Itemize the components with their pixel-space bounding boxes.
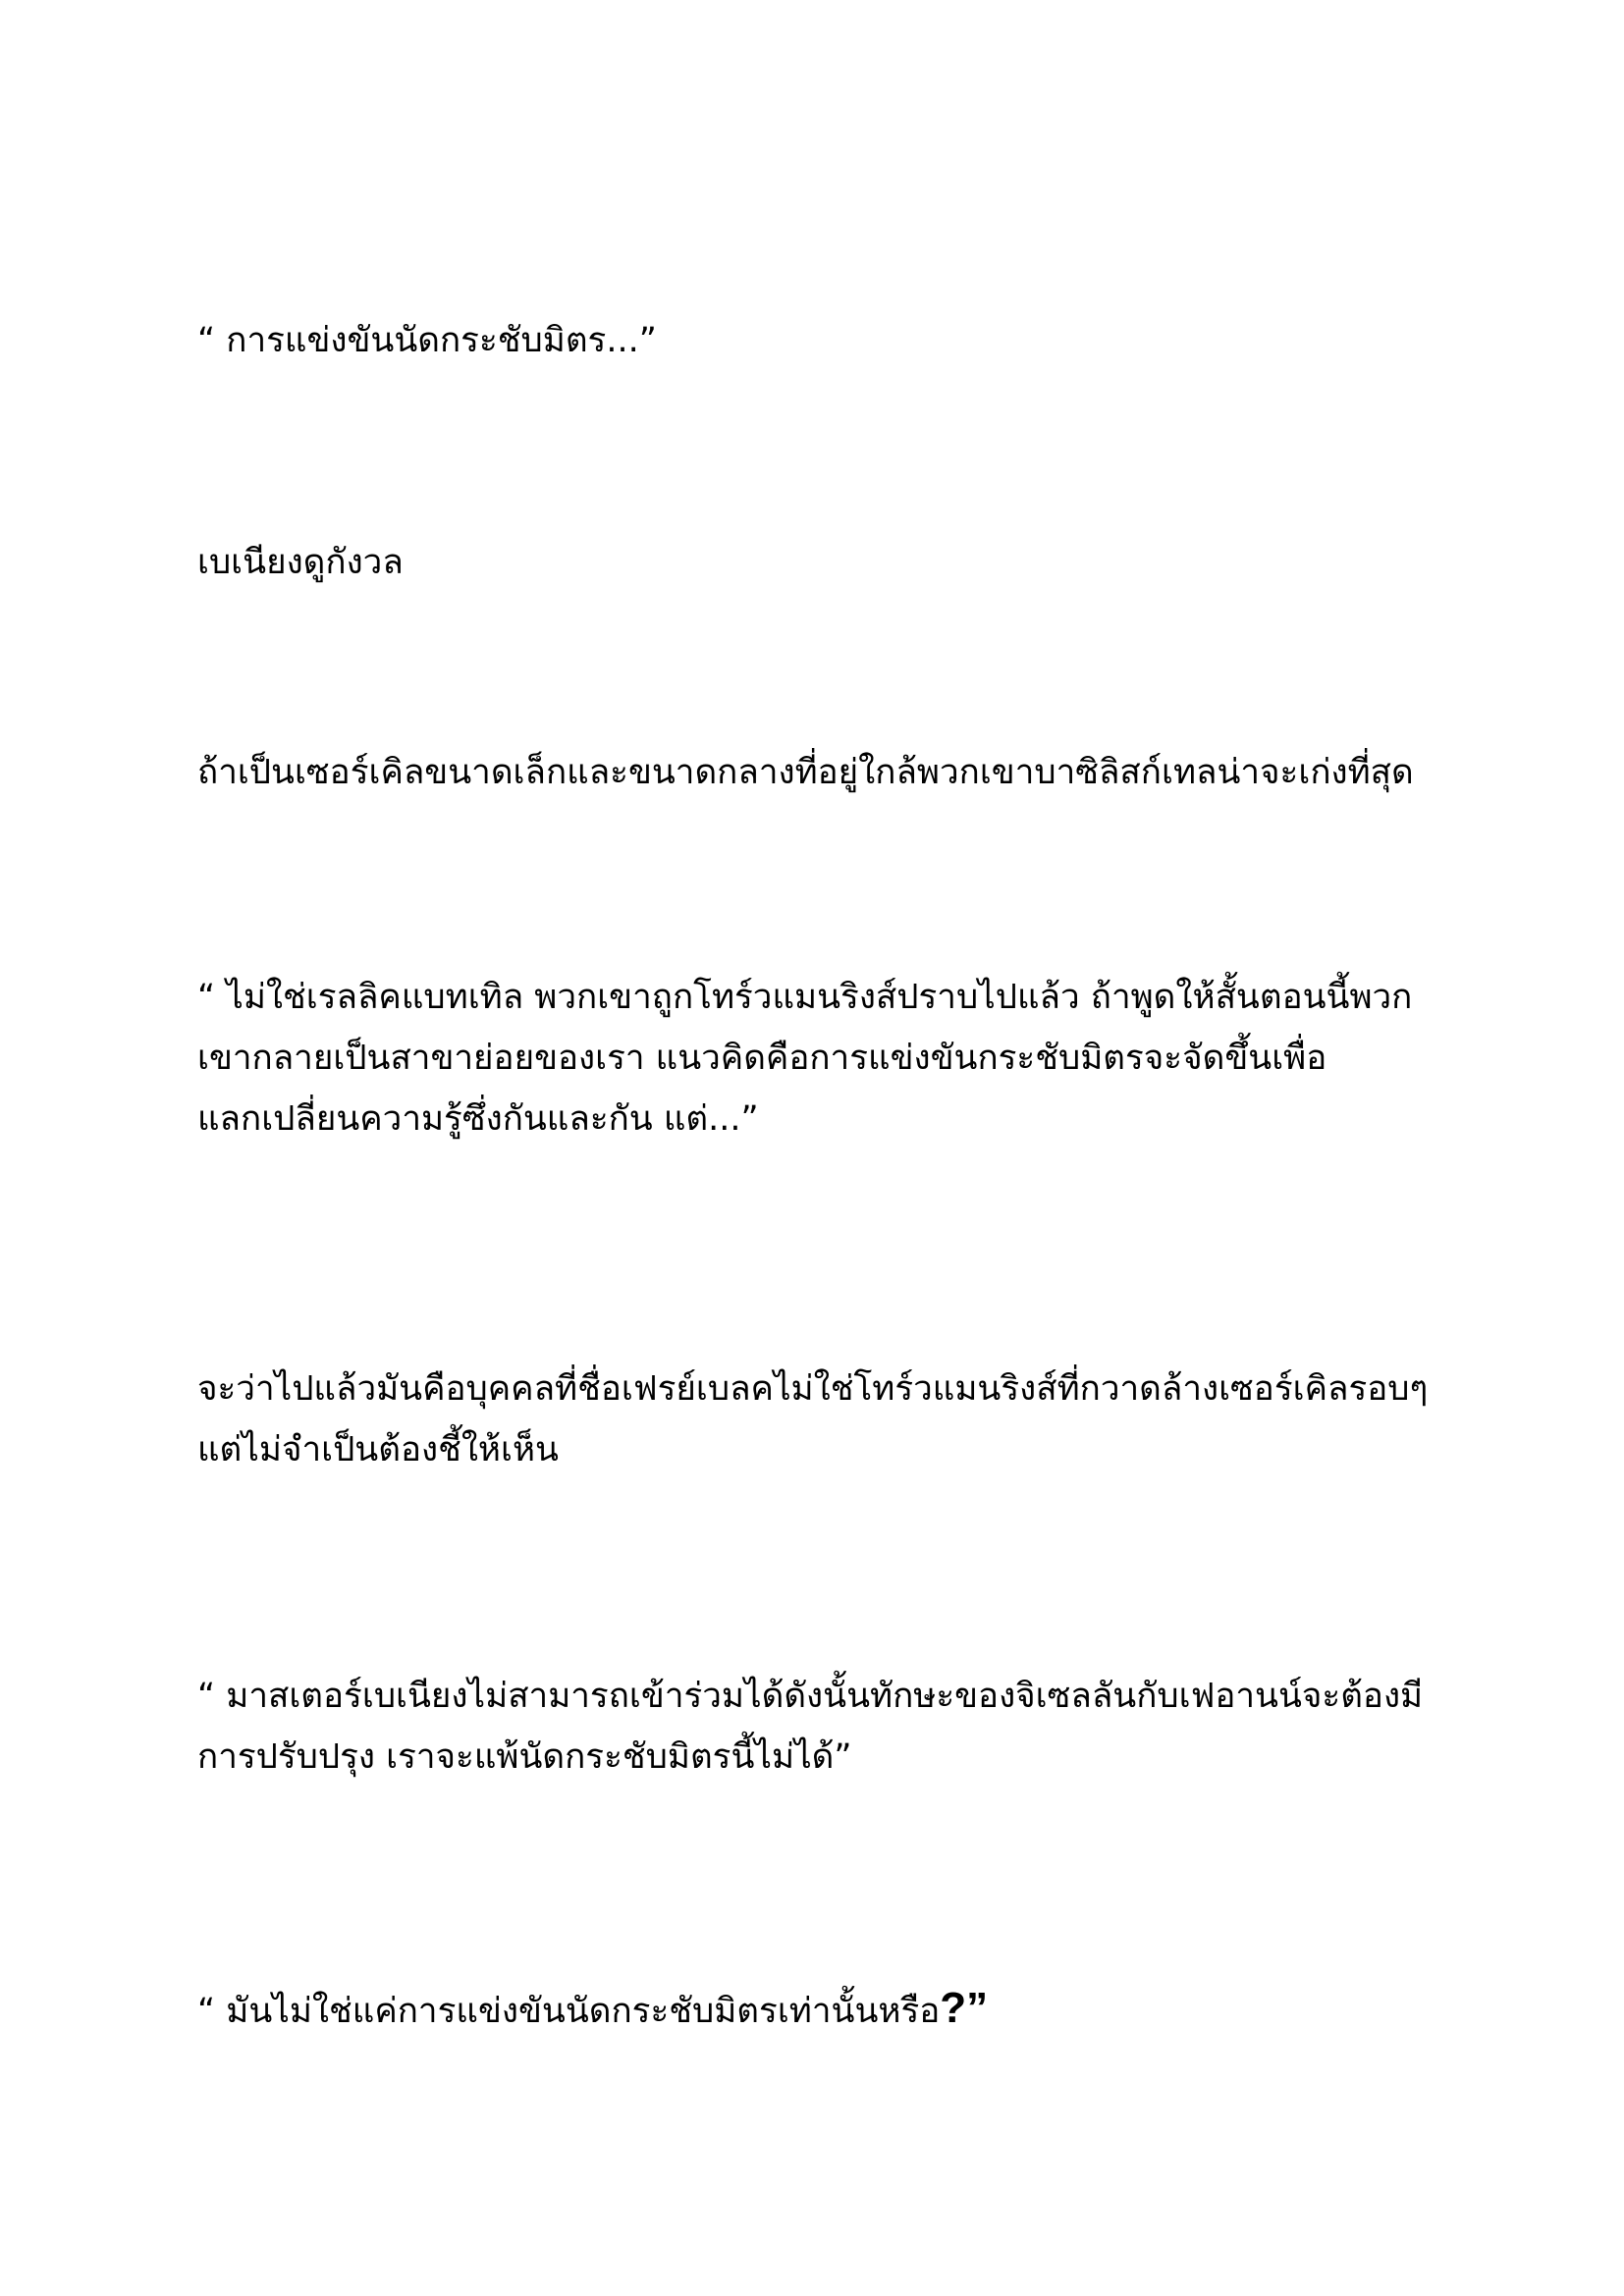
paragraph-4: “ ไม่ใช่เรลลิคแบทเทิล พวกเขาถูกโทร์วแมนริงส์ปราบไปแล้ว ถ้าพูดให้สั้นตอนนี้พวก เขากลายเป็นสาขาย่อยของเรา แนวคิดคือการแข่งขันกระชับมิตรจะจัดขึ้นเพื่อ แลกเปลี่ยนความรู้ซึ่งกันและกัน แต่...”: [197, 978, 1413, 1139]
paragraph-6: “ มาสเตอร์เบเนียงไม่สามารถเข้าร่วมได้ดังนั้นทักษะของจิเซลลันกับเฟอานน์จะต้องมี การปรับปรุง เราจะแพ้นัดกระชับมิตรนี้ไม่ได้”: [197, 1677, 1424, 1777]
paragraph-7: [197, 1978, 1474, 2042]
paragraph-7-text: “ มันไม่ใช่แค่การแข่งขันนัดกระชับมิตรเท่านั้นหรือ: [197, 1992, 941, 2031]
paragraph-2: เบเนียงดูกังวล: [197, 543, 404, 582]
paragraph-1: “ การแข่งขันนัดกระชับมิตร...”: [197, 321, 657, 360]
paragraph-3: ถ้าเป็นเซอร์เคิลขนาดเล็กและขนาดกลางที่อยู่ใกล้พวกเขาบาซิลิสก์เทลน่าจะเก่งที่สุด: [197, 753, 1414, 792]
question-mark-quote: ?”: [940, 1984, 989, 2032]
paragraph-5: จะว่าไปแล้วมันคือบุคคลที่ชื่อเฟรย์เบลคไม่ใช่โทร์วแมนริงส์ที่กวาดล้างเซอร์เคิลรอบๆ แต่ไม่จำเป็นต้องชี้ให้เห็น: [197, 1369, 1429, 1469]
